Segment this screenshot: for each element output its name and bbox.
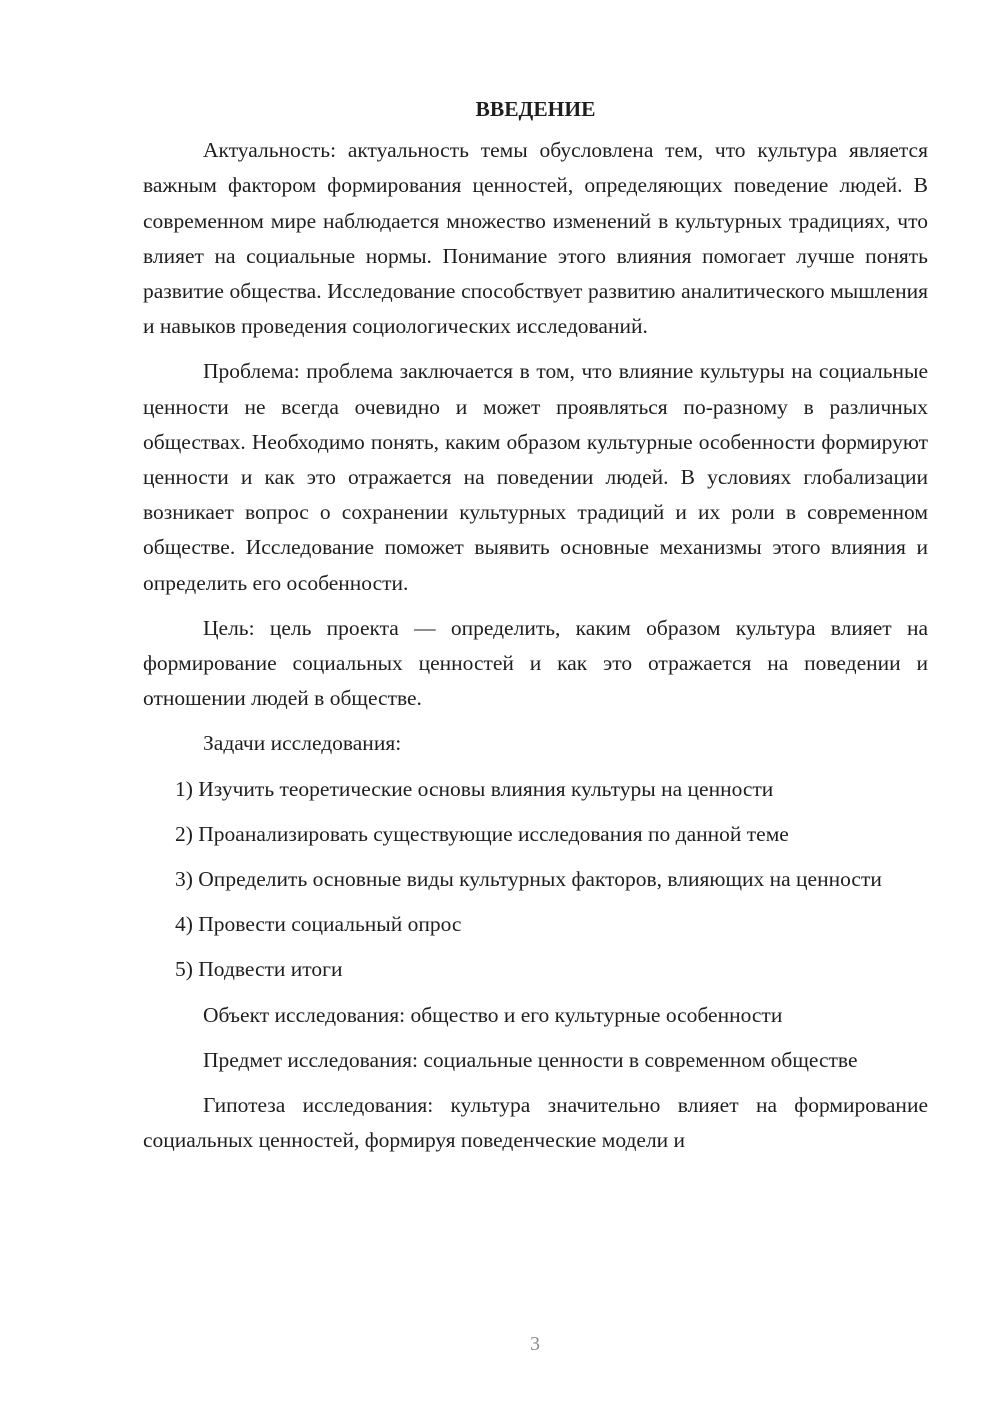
paragraph-hypothesis: Гипотеза исследования: культура значительно влияет на формирование социальных ценностей, формируя поведенческие модели и xyxy=(143,1093,928,1153)
task-item: 1) Изучить теоретические основы влияния культуры на ценности xyxy=(175,776,774,801)
task-item: 4) Провести социальный опрос xyxy=(175,912,462,937)
tasks-title: Задачи исследования: xyxy=(203,731,402,756)
task-item: 2) Проанализировать существующие исследования по данной теме xyxy=(175,821,789,846)
paragraph-goal: Цель: цель проекта — определить, каким образом культура влияет на формирование социальных ценностей и как это отражается на поведении и отношении людей в обществе. xyxy=(143,615,928,711)
section-heading: ВВЕДЕНИЕ xyxy=(475,97,596,121)
paragraph-object: Объект исследования: общество и его культурные особенности xyxy=(203,1002,783,1027)
paragraph-subject: Предмет исследования: социальные ценности в современном обществе xyxy=(203,1047,858,1072)
page-number: 3 xyxy=(530,1333,540,1355)
paragraph-problem: Проблема: проблема заключается в том, что влияние культуры на социальные ценности не всегда очевидно и может проявляться по-разному в различных обществах. Необходимо понять, каким образом культурные особенности формируют ценности и как это отражается на поведении людей. В условиях глобализации возникает вопрос о сохранении культурных традиций и их роли в современном обществе. Исследование поможет выявить основные механизмы этого влияния и определить его особенности. xyxy=(143,359,928,595)
task-item: 5) Подвести итоги xyxy=(175,957,343,982)
paragraph-relevance: Актуальность: актуальность темы обусловлена тем, что культура является важным фактором формирования ценностей, определяющих поведение людей. В современном мире наблюдается множество изменений в культурных традициях, что влияет на социальные нормы. Понимание этого влияния помогает лучше понять развитие общества. Исследование способствует развитию аналитического мышления и навыков проведения социологических исследований. xyxy=(143,138,928,339)
page-content xyxy=(143,92,928,1168)
task-item: 3) Определить основные виды культурных факторов, влияющих на ценности xyxy=(175,867,882,892)
tasks-list xyxy=(143,772,928,988)
